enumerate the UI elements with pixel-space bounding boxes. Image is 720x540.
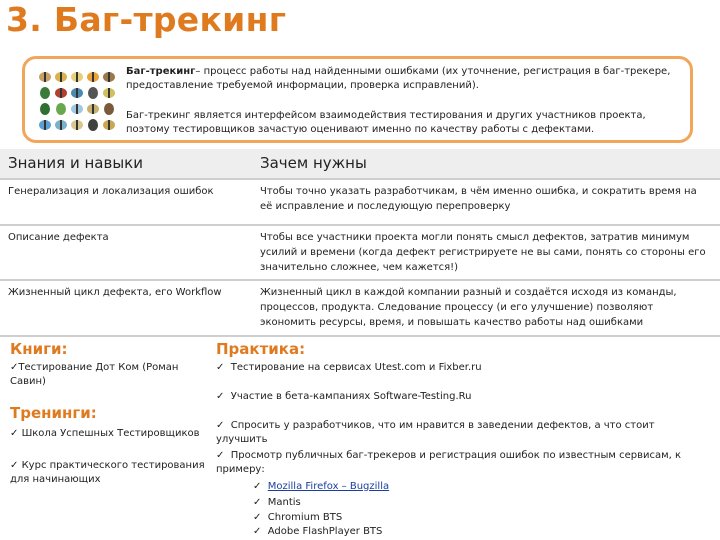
tracker-item <box>253 525 382 539</box>
bug-collection-image <box>37 69 123 135</box>
tracker-chromium: Chromium BTS <box>267 512 343 523</box>
definition-text <box>126 65 686 93</box>
why-cell: Чтобы точно указать разработчикам, в чём именно ошибка, и сократить время на её исправление и последующую перепроверку <box>252 179 720 225</box>
tracker-mantis: Mantis <box>267 497 301 508</box>
header-why: Зачем нужны <box>252 149 720 179</box>
list-item: ✓ Просмотр публичных баг-трекеров и регистрация ошибок по известным сервисам, к примеру: <box>216 450 682 475</box>
why-cell: Чтобы все участники проекта могли понять смысл дефектов, затратив минимум усилий и времени (когда дефект регистрируете не вы сами, понять со стороны его значительно сложнее, чем кажется!) <box>252 225 720 280</box>
tracker-link-bugzilla[interactable]: Mozilla Firefox – Bugzilla <box>267 481 390 492</box>
check-icon: ✓ <box>10 362 19 373</box>
list-item: ✓ Тестирование на сервисах Utest.com и Fixber.ru <box>216 362 482 373</box>
check-icon: ✓ <box>216 391 225 402</box>
skill-cell: Описание дефекта <box>0 225 252 280</box>
definition-rest: – процесс работы над найденными ошибками (их уточнение, регистрация в баг-трекере, предоставление требуемой информации, проверка исправлений). <box>126 66 671 91</box>
interface-text: Баг-трекинг является интерфейсом взаимодействия тестирования и других участников проекта, поэтому тестировщиков зачастую оценивают именно по качеству работы с дефектами. <box>126 110 646 135</box>
why-cell: Жизненный цикл в каждой компании разный и создаётся исходя из команды, процессов, продукта. Следование процессу (и его улучшение) позволяют экономить ресурсы, время, и повышать качество работы над ошибками <box>252 280 720 336</box>
tracker-item <box>253 511 342 525</box>
tracker-item <box>253 480 389 494</box>
check-icon: ✓ <box>10 428 19 439</box>
check-icon: ✓ <box>253 481 262 492</box>
check-icon: ✓ <box>216 362 225 373</box>
tracker-flashplayer: Adobe FlashPlayer BTS <box>267 526 383 537</box>
skills-table <box>0 149 720 337</box>
table-row <box>0 179 720 225</box>
check-icon: ✓ <box>216 450 225 461</box>
definition-box <box>22 56 693 143</box>
check-icon: ✓ <box>253 526 262 537</box>
check-icon: ✓ <box>216 420 225 431</box>
table-header-row <box>0 149 720 179</box>
list-item: ✓ Курс практического тестирования для начинающих <box>10 460 205 485</box>
definition-term: Баг-трекинг <box>126 66 196 77</box>
list-item: ✓ Школа Успешных Тестировщиков <box>10 428 200 439</box>
check-icon: ✓ <box>253 512 262 523</box>
practice-heading: Практика: <box>216 340 306 358</box>
tracker-item <box>253 496 301 510</box>
page-title: 3. Баг-трекинг <box>6 0 287 39</box>
table-row <box>0 225 720 280</box>
table-row <box>0 280 720 336</box>
list-item: ✓Тестирование Дот Ком (Роман Савин) <box>10 362 179 387</box>
header-skills: Знания и навыки <box>0 149 252 179</box>
trainings-heading: Тренинги: <box>10 404 97 422</box>
check-icon: ✓ <box>253 497 262 508</box>
books-heading: Книги: <box>10 340 68 358</box>
skill-cell: Жизненный цикл дефекта, его Workflow <box>0 280 252 336</box>
list-item: ✓ Спросить у разработчиков, что им нравится в заведении дефектов, а что стоит улучшить <box>216 420 655 445</box>
check-icon: ✓ <box>10 460 19 471</box>
skill-cell: Генерализация и локализация ошибок <box>0 179 252 225</box>
list-item: ✓ Участие в бета-кампаниях Software-Testing.Ru <box>216 391 472 402</box>
